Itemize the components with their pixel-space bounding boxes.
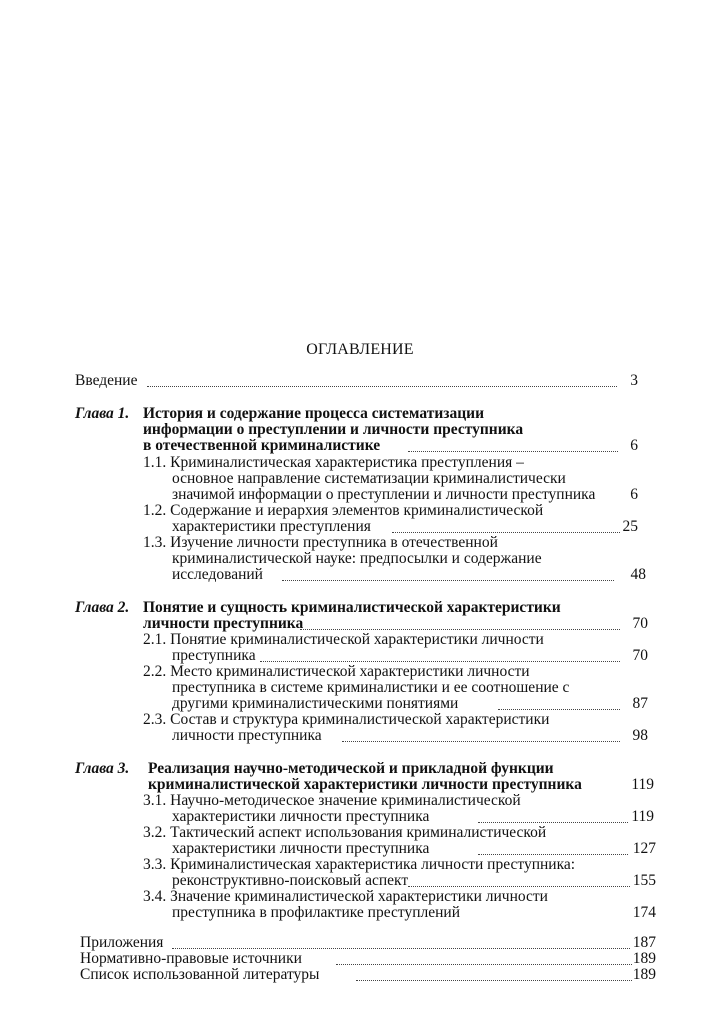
section-3-2: 3.2. Тактический аспект использования криминалистической — [143, 824, 547, 841]
chapter-2-title: личности преступника — [143, 615, 304, 632]
chapter-1-title: История и содержание процесса систематизации — [143, 405, 485, 422]
section-3-2: характеристики личности преступника — [172, 840, 430, 857]
toc-intro: Введение — [75, 372, 138, 389]
leader — [336, 964, 632, 965]
section-2-3: личности преступника — [172, 727, 322, 744]
section-2-2: 2.2. Место криминалистической характеристики личности — [143, 663, 530, 680]
section-1-1: основное направление систематизации криминалистически — [172, 470, 566, 487]
toc-appendix: Приложения — [80, 934, 164, 951]
chapter-3-title: криминалистической характеристики личности преступника — [148, 776, 582, 793]
page-number: 3 — [630, 372, 638, 389]
page-number: 48 — [630, 566, 646, 583]
page-number: 98 — [632, 727, 648, 744]
toc-literature: Список использованной литературы — [80, 966, 320, 983]
page-number: 189 — [632, 966, 656, 983]
page-number: 6 — [630, 437, 638, 454]
page-number: 189 — [632, 950, 656, 967]
leader — [408, 451, 618, 452]
chapter-1-label: Глава 1. — [75, 405, 130, 422]
section-3-1: 3.1. Научно-методическое значение криминалистической — [143, 792, 521, 809]
section-2-1: преступника — [172, 647, 256, 664]
leader — [408, 886, 630, 887]
section-3-3: 3.3. Криминалистическая характеристика личности преступника: — [143, 856, 576, 873]
page-number: 6 — [630, 486, 638, 503]
chapter-1-title: информации о преступлении и личности преступника — [143, 421, 524, 438]
page-number: 87 — [632, 695, 648, 712]
leader — [282, 580, 614, 581]
toc-normative: Нормативно-правовые источники — [80, 950, 302, 967]
section-3-4: преступника в профилактике преступлений — [172, 904, 460, 921]
page-number: 155 — [632, 872, 656, 889]
page-number: 70 — [632, 615, 648, 632]
chapter-2-label: Глава 2. — [75, 599, 130, 616]
leader — [478, 822, 628, 823]
chapter-3-label: Глава 3. — [75, 760, 130, 777]
section-3-1: характеристики личности преступника — [172, 808, 430, 825]
chapter-3-title: Реализация научно-методической и прикладной функции — [148, 760, 554, 777]
section-1-3: исследований — [172, 566, 263, 583]
page-number: 25 — [622, 518, 638, 535]
section-1-1: значимой информации о преступлении и личности преступника — [172, 486, 596, 503]
section-1-2: 1.2. Содержание и иерархия элементов криминалистической — [143, 502, 544, 519]
section-2-1: 2.1. Понятие криминалистической характеристики личности — [143, 631, 544, 648]
section-1-1: 1.1. Криминалистическая характеристика преступления – — [143, 454, 524, 471]
section-1-3: криминалистической науке: предпосылки и содержание — [172, 550, 542, 567]
page-number: 119 — [631, 776, 654, 793]
page-title: ОГЛАВЛЕНИЕ — [306, 341, 414, 358]
leader — [478, 854, 628, 855]
chapter-2-title: Понятие и сущность криминалистической характеристики — [143, 599, 561, 616]
page-number: 119 — [631, 808, 654, 825]
leader — [356, 980, 632, 981]
section-1-3: 1.3. Изучение личности преступника в отечественной — [143, 534, 498, 551]
page-number: 70 — [632, 647, 648, 664]
page-number: 127 — [632, 840, 656, 857]
section-1-2: характеристики преступления — [172, 518, 371, 535]
section-3-4: 3.4. Значение криминалистической характеристики личности — [143, 888, 548, 905]
page-number: 174 — [632, 904, 656, 921]
section-2-3: 2.3. Состав и структура криминалистической характеристики — [143, 711, 550, 728]
leader — [392, 532, 620, 533]
leader — [147, 386, 617, 387]
section-2-2: преступника в системе криминалистики и ее соотношение с — [172, 679, 570, 696]
section-2-2: другими криминалистическими понятиями — [172, 695, 459, 712]
chapter-1-title: в отечественной криминалистике — [143, 437, 381, 454]
leader — [498, 709, 620, 710]
page-number: 187 — [632, 934, 656, 951]
leader — [172, 948, 630, 949]
leader — [342, 741, 620, 742]
section-3-3: реконструктивно-поисковый аспект — [172, 872, 409, 889]
leader — [300, 629, 620, 630]
leader — [260, 661, 620, 662]
